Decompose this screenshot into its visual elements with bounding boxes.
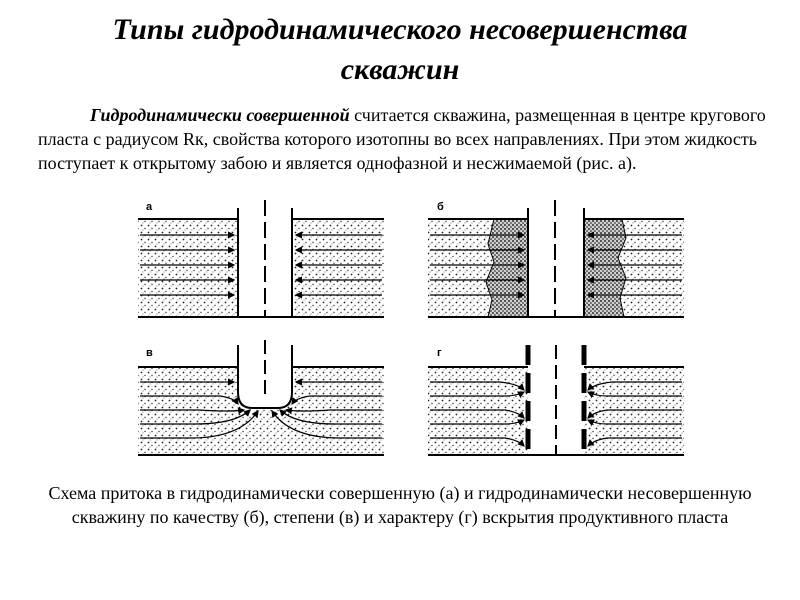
reservoir — [138, 367, 384, 455]
panel-label-d: г — [437, 347, 442, 359]
reservoir-left — [428, 367, 528, 455]
reservoir-right — [292, 219, 384, 317]
panel-label-b: б — [437, 201, 444, 213]
panel-a — [138, 200, 384, 317]
title-line-1: Типы гидродинамического несовершенства — [112, 13, 688, 46]
figure-caption: Схема притока в гидродинамически совершенную (а) и гидродинамически несовершенную скважину по качеству (б), степени (в) и характеру (г) вскрытия продуктивного пласта — [48, 483, 752, 527]
intro-text: считается скважина, размещенная в центре кругового пласта с радиусом Rк, свойства которого изотопны во всех направлениях. При этом жидкость поступает к открытому забою и является однофазной и несжимаемой (рис. а). — [38, 105, 766, 173]
reservoir-left — [138, 219, 238, 317]
damaged-zone-left — [486, 219, 528, 317]
intro-emphasis: Гидродинамически совершенной — [90, 105, 350, 125]
panel-label-c: в — [146, 347, 153, 359]
reservoir-right — [584, 367, 684, 455]
damaged-zone-right — [584, 219, 626, 317]
panel-d — [428, 345, 684, 455]
panel-label-a: а — [146, 201, 153, 213]
title-line-2: скважин — [340, 53, 460, 86]
panel-c — [138, 340, 384, 455]
panel-b — [428, 200, 684, 317]
